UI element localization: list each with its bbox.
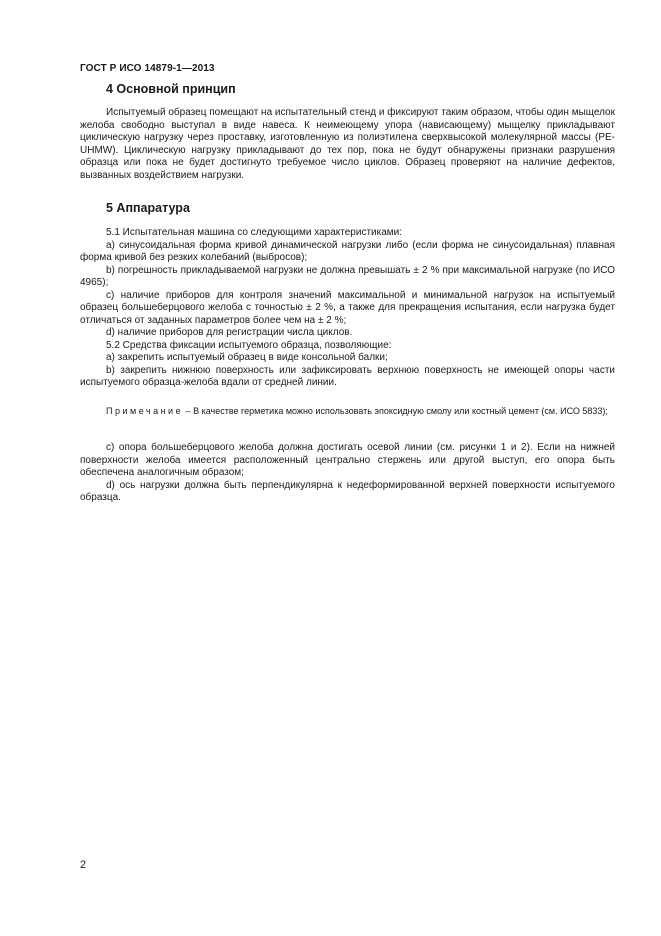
- page-number: 2: [80, 859, 87, 871]
- section-5-heading: 5 Аппаратура: [106, 201, 190, 215]
- section-4-paragraph: Испытуемый образец помещают на испытательный стенд и фиксируют таким образом, чтобы один мыщелок желоба свободно выступал в виде навеса. К неимеющему упора (нависающему) мыщелку прикладывают циклическую нагрузку через проставку, изготовленную из полиэтилена сверхвысокой молекулярной массы (PE-UHMW). Циклическую нагрузку прикладывают до тех пор, пока не будут обнаружены признаки разрушения образца или пока не будет достигнуто требуемое число циклов. Образец проверяют на наличие дефектов, вызванных воздействием нагрузки.: [80, 107, 615, 181]
- item-5-2-d: d) ось нагрузки должна быть перпендикулярна к недеформированной верхней поверхности испытуемого образца.: [80, 479, 615, 503]
- item-5-2-a: а) закрепить испытуемый образец в виде консольной балки;: [106, 352, 388, 363]
- item-5-2-c: c) опора большеберцового желоба должна достигать осевой линии (см. рисунки 1 и 2). Если на нижней поверхности желоба имеется расположенный центрально стержень или другой выступ, его опора быть обеспечена аналогичным образом;: [80, 442, 615, 478]
- clause-5-2: 5.2 Средства фиксации испытуемого образца, позволяющие:: [106, 339, 392, 351]
- note-label: Примечание: [106, 406, 184, 416]
- standard-id-header: ГОСТ Р ИСО 14879-1—2013: [80, 63, 215, 74]
- clause-5-1: 5.1 Испытательная машина со следующими характеристиками:: [106, 227, 403, 238]
- item-5-1-d: d) наличие приборов для регистрации числа циклов.: [106, 327, 353, 338]
- item-5-1-c: c) наличие приборов для контроля значений максимальной и минимальной нагрузок на испытуемый образец большеберцового желоба с точностью ± 2 %, а также для прекращения испытания, если нагрузка будет отличаться от заданных параметров более чем на ± 2 %;: [80, 289, 615, 326]
- item-5-2-b: b) закрепить нижнюю поверхность или зафиксировать верхнюю поверхность не имеющей опоры части испытуемого образца-желоба вдали от средней линии.: [80, 364, 615, 388]
- note-block: [80, 405, 615, 417]
- item-5-1-a: а) синусоидальная форма кривой динамической нагрузки либо (если форма не синусоидальная) плавная форма кривой без резких колебаний (выбросов);: [80, 239, 615, 263]
- item-5-1-b: b) погрешность прикладываемой нагрузки не должна превышать ± 2 % при максимальной нагрузке (по ИСО 4965);: [80, 264, 615, 288]
- note-paragraph: [80, 405, 615, 417]
- note-text: – В качестве герметика можно использовать эпоксидную смолу или костный цемент (см. ИСО 5833);: [183, 406, 608, 416]
- section-5-list: [80, 227, 615, 390]
- section-5-list-continued: [80, 442, 615, 505]
- section-4-heading: 4 Основной принцип: [106, 82, 236, 96]
